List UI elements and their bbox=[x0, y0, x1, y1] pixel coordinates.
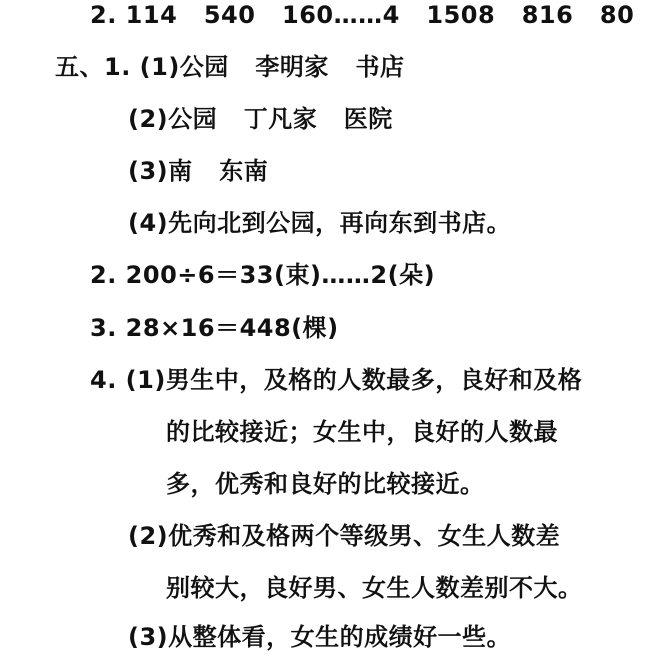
answer-line-5-4-1c: 多，优秀和良好的比较接近。 bbox=[166, 470, 485, 498]
answer-line-5-4-2a: (2)优秀和及格两个等级男、女生人数差 bbox=[128, 522, 561, 550]
answer-line-5-4-1a: 4. (1)男生中，及格的人数最多，良好和及格 bbox=[90, 366, 583, 394]
answer-line-5-1-1: 五、1. (1)公园 李明家 书店 bbox=[55, 53, 405, 81]
answer-line-2-numbers: 2. 114 540 160……4 1508 816 80 bbox=[90, 1, 635, 29]
answer-line-5-2: 2. 200÷6＝33(束)……2(朵) bbox=[90, 261, 436, 289]
answer-line-5-3: 3. 28×16＝448(棵) bbox=[90, 314, 339, 342]
answer-line-5-1-4: (4)先向北到公园，再向东到书店。 bbox=[128, 209, 512, 237]
answer-line-5-4-1b: 的比较接近；女生中，良好的人数最 bbox=[166, 418, 558, 446]
answer-line-5-1-2: (2)公园 丁凡家 医院 bbox=[128, 105, 393, 133]
answer-line-5-4-3: (3)从整体看，女生的成绩好一些。 bbox=[128, 623, 512, 651]
answer-line-5-1-3: (3)南 东南 bbox=[128, 157, 269, 185]
answer-line-5-4-2b: 别较大，良好男、女生人数差别不大。 bbox=[166, 574, 583, 602]
